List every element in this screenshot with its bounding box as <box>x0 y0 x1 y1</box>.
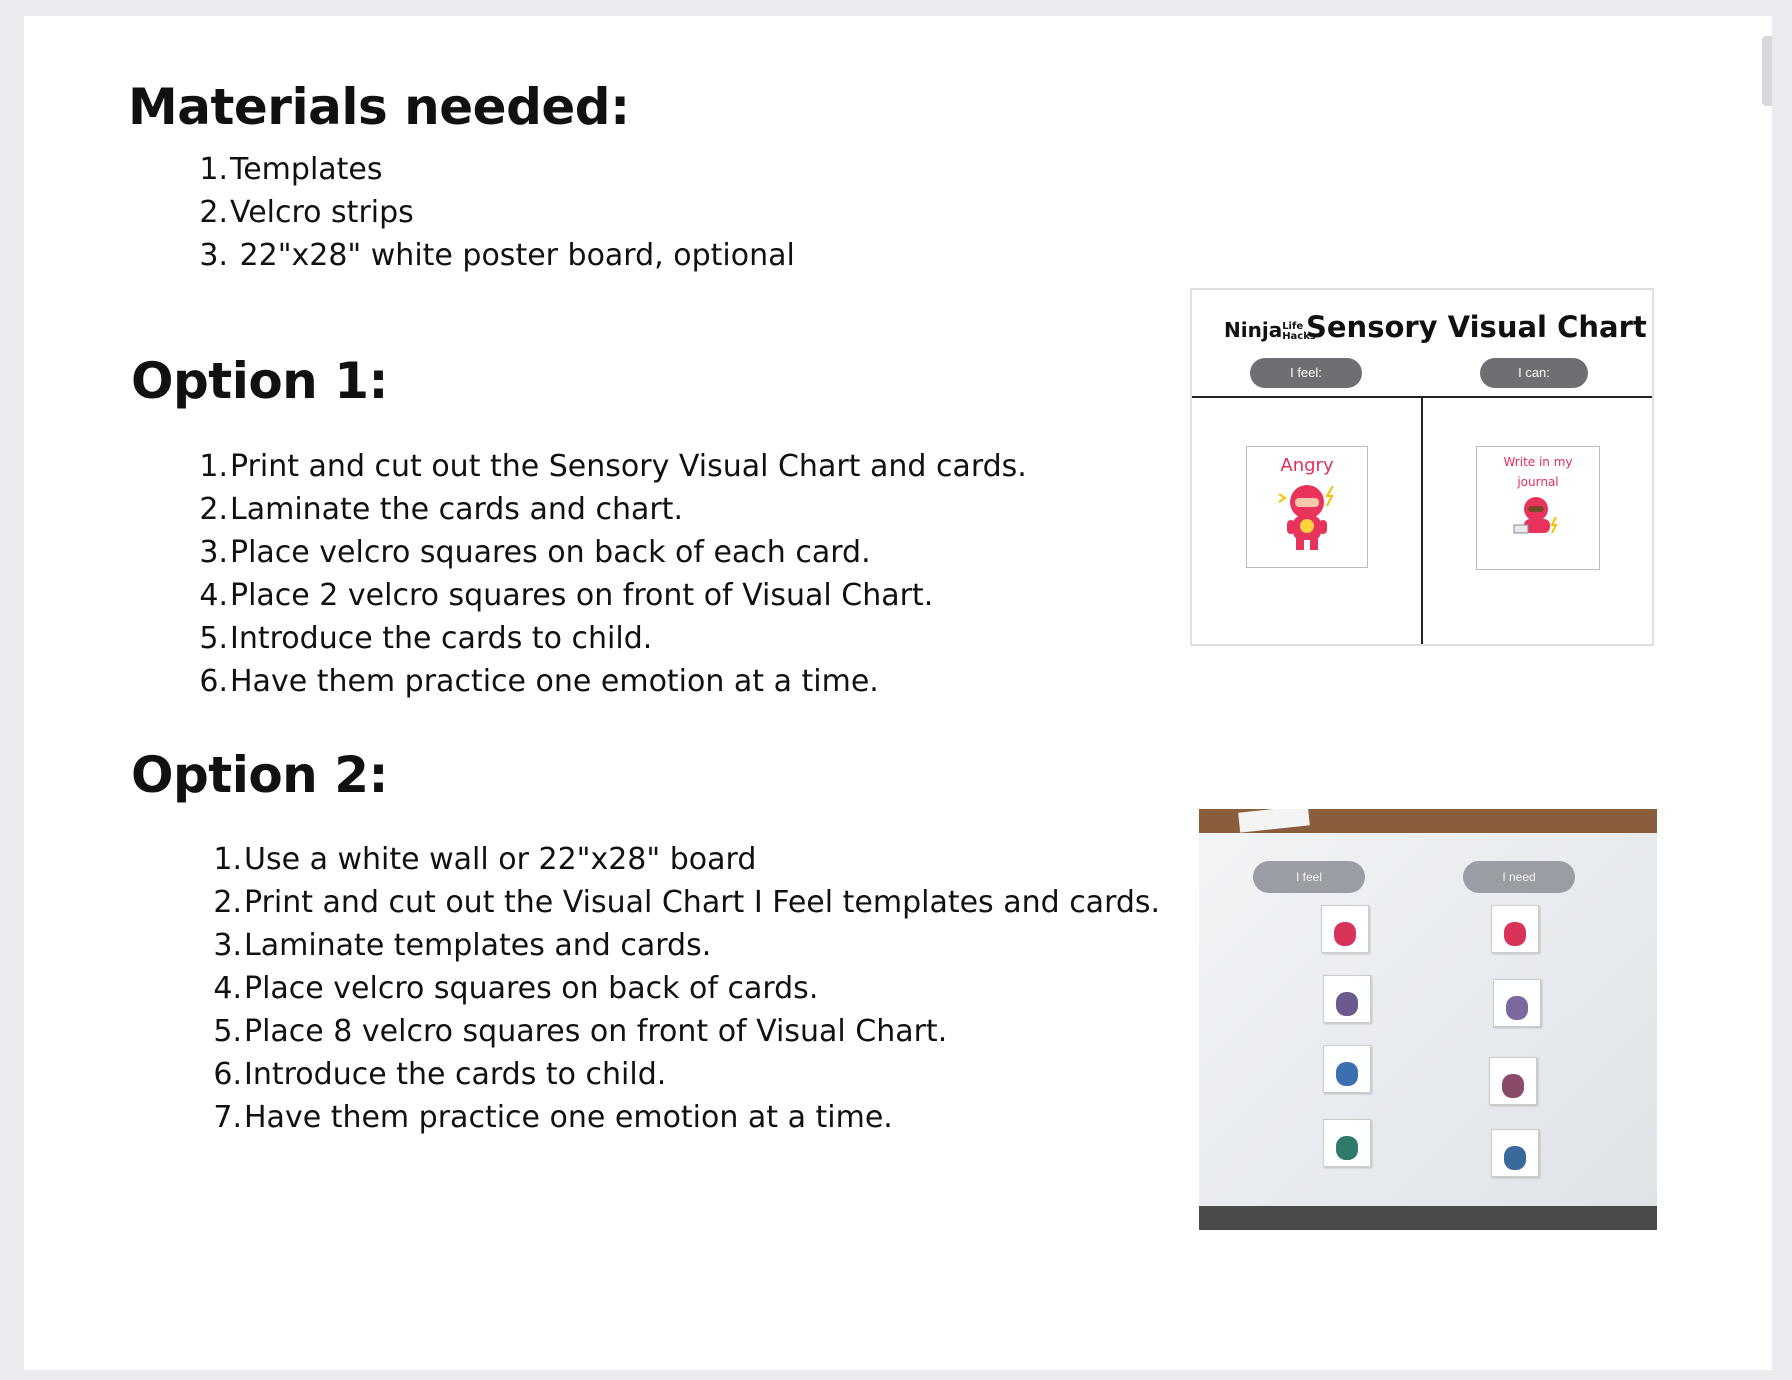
option1-item <box>194 660 1027 703</box>
option2-item <box>208 1096 1160 1139</box>
photo-card-deep-breath <box>1491 905 1539 953</box>
list-text: 22"x28" white poster board, optional <box>230 238 795 273</box>
i-can-pill: I can: <box>1480 358 1588 388</box>
option2-item <box>208 967 1160 1010</box>
option2-heading: Option 2: <box>131 746 388 804</box>
list-number: 1. <box>199 449 228 484</box>
list-text: Velcro strips <box>230 195 414 230</box>
list-text: Place velcro squares on back of each card. <box>230 535 871 570</box>
list-number: 1. <box>199 152 228 187</box>
photo-card-sad <box>1323 1119 1371 1167</box>
option1-item <box>194 574 1027 617</box>
list-number: 4. <box>213 971 242 1006</box>
list-text: Place 8 velcro squares on front of Visual Chart. <box>244 1014 948 1049</box>
list-number: 5. <box>199 621 228 656</box>
option2-item <box>208 924 1160 967</box>
option1-item <box>194 531 1027 574</box>
option1-heading: Option 1: <box>131 352 388 410</box>
journal-card: Write in my journal <box>1476 446 1600 570</box>
list-number: 2. <box>199 195 228 230</box>
list-number: 4. <box>199 578 228 613</box>
list-text: Place velcro squares on back of cards. <box>244 971 819 1006</box>
photo-card-angry <box>1321 905 1369 953</box>
photo-card-pet <box>1491 1129 1539 1177</box>
materials-list <box>194 148 795 277</box>
list-text: Introduce the cards to child. <box>244 1057 667 1092</box>
list-text: Templates <box>230 152 383 187</box>
list-number: 1. <box>213 842 242 877</box>
scrollbar-edge[interactable] <box>1762 36 1772 106</box>
board-photo <box>1199 809 1657 1230</box>
option2-item <box>208 881 1160 924</box>
photo-card-jealous <box>1323 1045 1371 1093</box>
list-text: Laminate templates and cards. <box>244 928 712 963</box>
photo-card-affirmations <box>1493 979 1541 1027</box>
materials-heading: Materials needed: <box>128 78 630 136</box>
option2-item <box>208 838 1160 881</box>
list-text: Use a white wall or 22"x28" board <box>244 842 757 877</box>
list-text: Print and cut out the Sensory Visual Chart and cards. <box>230 449 1027 484</box>
list-number: 5. <box>213 1014 242 1049</box>
list-number: 3. <box>213 928 242 963</box>
list-text: Print and cut out the Visual Chart I Feel templates and cards. <box>244 885 1161 920</box>
sensory-chart-image <box>1190 288 1654 646</box>
option2-steps <box>208 838 1160 1139</box>
photo-card-friend <box>1489 1057 1537 1105</box>
angry-card: Angry <box>1246 446 1368 568</box>
list-text: Laminate the cards and chart. <box>230 492 683 527</box>
stray-card <box>1238 809 1310 833</box>
option1-steps <box>194 445 1027 703</box>
materials-item <box>194 234 795 277</box>
list-number: 6. <box>199 664 228 699</box>
journal-ninja-icon <box>1508 489 1568 539</box>
materials-item <box>194 191 795 234</box>
ninja-life-hacks-logo: NinjaLife Hacks <box>1224 318 1316 342</box>
option1-item <box>194 617 1027 660</box>
chart-title: Sensory Visual Chart <box>1306 310 1647 344</box>
photo-i-need-pill: I need <box>1463 861 1575 893</box>
option2-item <box>208 1010 1160 1053</box>
materials-item <box>194 148 795 191</box>
list-text: Introduce the cards to child. <box>230 621 653 656</box>
photo-i-feel-pill: I feel <box>1253 861 1365 893</box>
list-number: 2. <box>213 885 242 920</box>
list-number: 2. <box>199 492 228 527</box>
option1-item <box>194 488 1027 531</box>
list-number: 7. <box>213 1100 242 1135</box>
list-text: Have them practice one emotion at a time. <box>230 664 879 699</box>
i-feel-pill: I feel: <box>1250 358 1362 388</box>
list-text: Have them practice one emotion at a time. <box>244 1100 893 1135</box>
floor <box>1199 1206 1657 1230</box>
photo-card-anxious <box>1323 975 1371 1023</box>
list-text: Place 2 velcro squares on front of Visual Chart. <box>230 578 934 613</box>
list-number: 3. <box>199 535 228 570</box>
list-number: 3. <box>199 238 228 273</box>
chart-divider-vertical <box>1421 398 1423 644</box>
list-number: 6. <box>213 1057 242 1092</box>
angry-ninja-icon <box>1267 476 1347 554</box>
option2-item <box>208 1053 1160 1096</box>
option1-item <box>194 445 1027 488</box>
